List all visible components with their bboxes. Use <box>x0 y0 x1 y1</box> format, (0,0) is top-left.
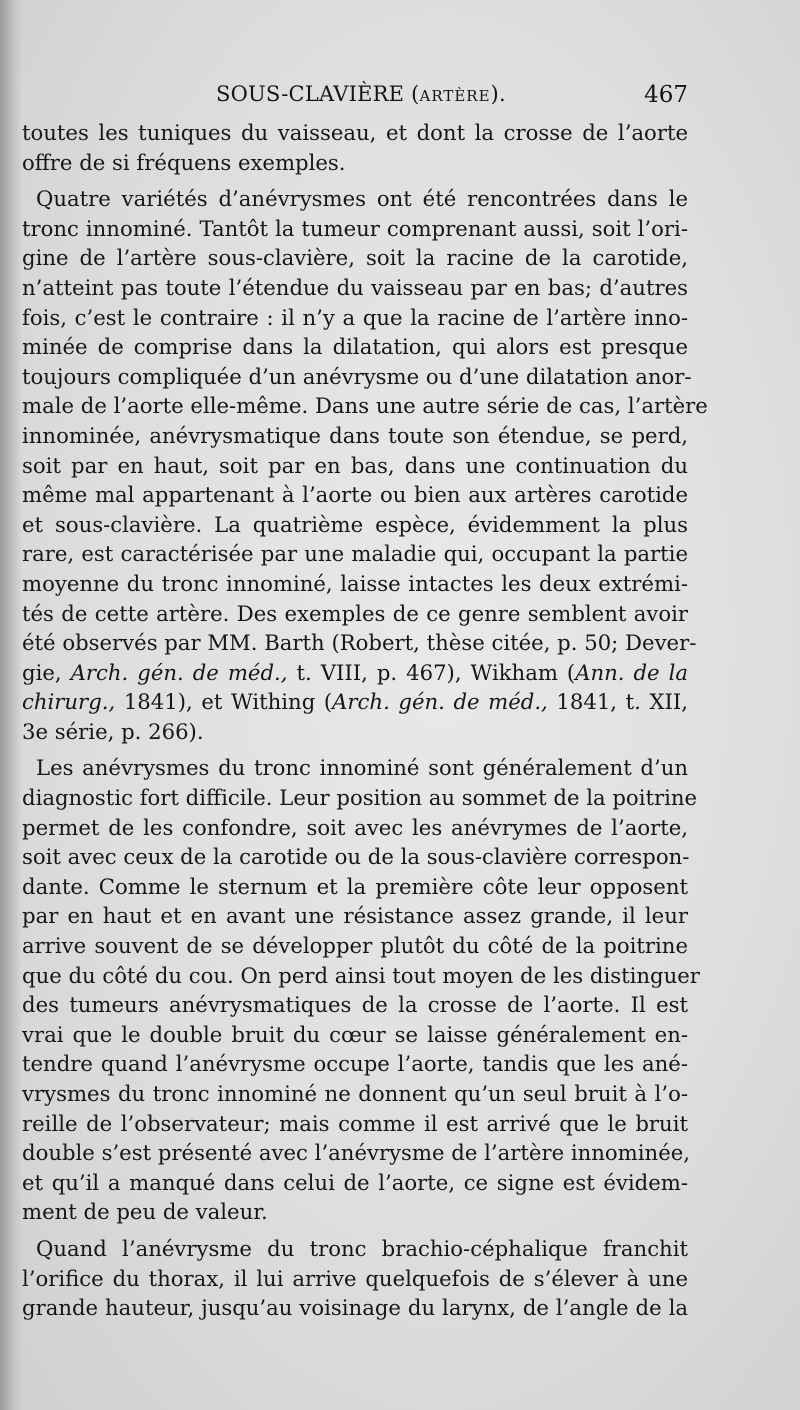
text-line: double s’est présenté avec l’anévrysme de l’artère innominée, <box>22 1140 691 1166</box>
text-line: toutes les tuniques du vaisseau, et dont la crosse de l’aorte <box>22 120 688 145</box>
citation-journal: Ann. de la <box>575 659 688 685</box>
text-line: toujours compliquée d’un anévrysme ou d’une dilatation anor- <box>22 363 692 389</box>
text-line: grande hauteur, jusqu’au voisinage du larynx, de l’angle de la <box>22 1295 688 1321</box>
paragraph-2 <box>22 184 708 746</box>
text-line: soit avec ceux de la carotide ou de la sous-clavière correspon- <box>22 844 690 870</box>
text-line: été observés par MM. Barth (Robert, thèse citée, p. 50; Dever- <box>22 630 697 656</box>
text-line-with-citation <box>22 687 688 717</box>
text-line: vrysmes du tronc innominé ne donnent qu’un seul bruit à l’o- <box>22 1081 688 1106</box>
citation-journal: chirurg., <box>22 689 116 715</box>
text-line: vrai que le double bruit du cœur se laisse généralement en- <box>22 1021 688 1047</box>
text-line: diagnostic fort difficile. Leur position au sommet de la poitrine <box>22 785 698 811</box>
text-line: permet de les confondre, soit avec les anévrymes de l’aorte, <box>22 814 688 840</box>
text-line: tés de cette artère. Des exemples de ce genre semblent avoir <box>22 600 688 626</box>
text-line: moyenne du tronc innominé, laisse intactes les deux extrémi- <box>22 570 688 596</box>
text-line: des tumeurs anévrysmatiques de la crosse de l’aorte. Il est <box>22 992 688 1018</box>
paragraph-3 <box>22 753 700 1227</box>
text-line: male de l’aorte elle-même. Dans une autre série de cas, l’artère <box>22 393 708 419</box>
text-line: 3e série, p. 266). <box>22 718 204 744</box>
text-line: Quand l’anévrysme du tronc brachio-céphalique franchit <box>36 1235 688 1261</box>
text-line: offre de si fréquens exemples. <box>22 149 346 175</box>
text-line-with-citation <box>22 658 688 688</box>
page-number: 467 <box>644 82 688 108</box>
text-line: et sous-clavière. La quatrième espèce, évidemment la plus <box>22 511 688 537</box>
text-line: l’orifice du thorax, il lui arrive quelquefois de s’élever à une <box>22 1265 688 1291</box>
text-line: dante. Comme le sternum et la première côte leur opposent <box>22 873 688 899</box>
text-line: innominée, anévrysmatique dans toute son étendue, se perd, <box>22 422 688 448</box>
paragraph-1 <box>22 118 688 177</box>
binding-gutter-shadow <box>0 0 22 1410</box>
text-fragment: t. VIII, p. 467), Wikham ( <box>287 659 576 685</box>
text-fragment: gie, <box>22 659 71 685</box>
running-header <box>20 82 688 114</box>
text-line: que du côté du cou. On perd ainsi tout moyen de les distinguer <box>22 962 700 988</box>
text-line: arrive souvent de se développer plutôt du côté de la poitrine <box>22 933 688 959</box>
citation-journal: Arch. gén. de méd., <box>332 689 548 715</box>
text-line: minée de comprise dans la dilatation, qui alors est presque <box>22 334 688 360</box>
text-fragment: 1841), et Withing ( <box>115 689 333 715</box>
text-line: même mal appartenant à l’aorte ou bien aux artères carotide <box>22 482 688 508</box>
text-line: par en haut et en avant une résistance assez grande, il leur <box>22 903 688 929</box>
text-line: soit par en haut, soit par en bas, dans une continuation du <box>22 452 688 478</box>
citation-journal: Arch. gén. de méd., <box>70 659 288 685</box>
running-title <box>216 82 506 106</box>
paragraph-4 <box>22 1234 688 1323</box>
text-line: rare, est caractérisée par une maladie qui, occupant la partie <box>22 541 688 567</box>
running-title-main: SOUS-CLAVIÈRE ( <box>216 82 420 106</box>
running-title-end: ). <box>490 82 506 106</box>
text-line: tronc innominé. Tantôt la tumeur comprenant aussi, soit l’ori- <box>22 215 688 241</box>
text-line: gine de l’artère sous-clavière, soit la racine de la carotide, <box>22 245 688 271</box>
text-line: Les anévrysmes du tronc innominé sont généralement d’un <box>36 755 688 781</box>
text-line: fois, c’est le contraire : il n’y a que la racine de l’artère inno- <box>22 304 688 330</box>
body-text <box>22 118 708 1330</box>
text-line: Quatre variétés d’anévrysmes ont été rencontrées dans le <box>36 186 688 212</box>
text-fragment: 1841, t. XII, <box>547 689 688 715</box>
text-line: tendre quand l’anévrysme occupe l’aorte, tandis que les ané- <box>22 1051 688 1077</box>
text-line: reille de l’observateur; mais comme il est arrivé que le bruit <box>22 1110 688 1136</box>
running-title-small-caps: ARTÈRE <box>419 87 491 105</box>
text-line: ment de peu de valeur. <box>22 1199 268 1225</box>
text-line: n’atteint pas toute l’étendue du vaisseau par en bas; d’autres <box>22 274 688 300</box>
text-line: et qu’il a manqué dans celui de l’aorte, ce signe est évidem- <box>22 1169 688 1195</box>
